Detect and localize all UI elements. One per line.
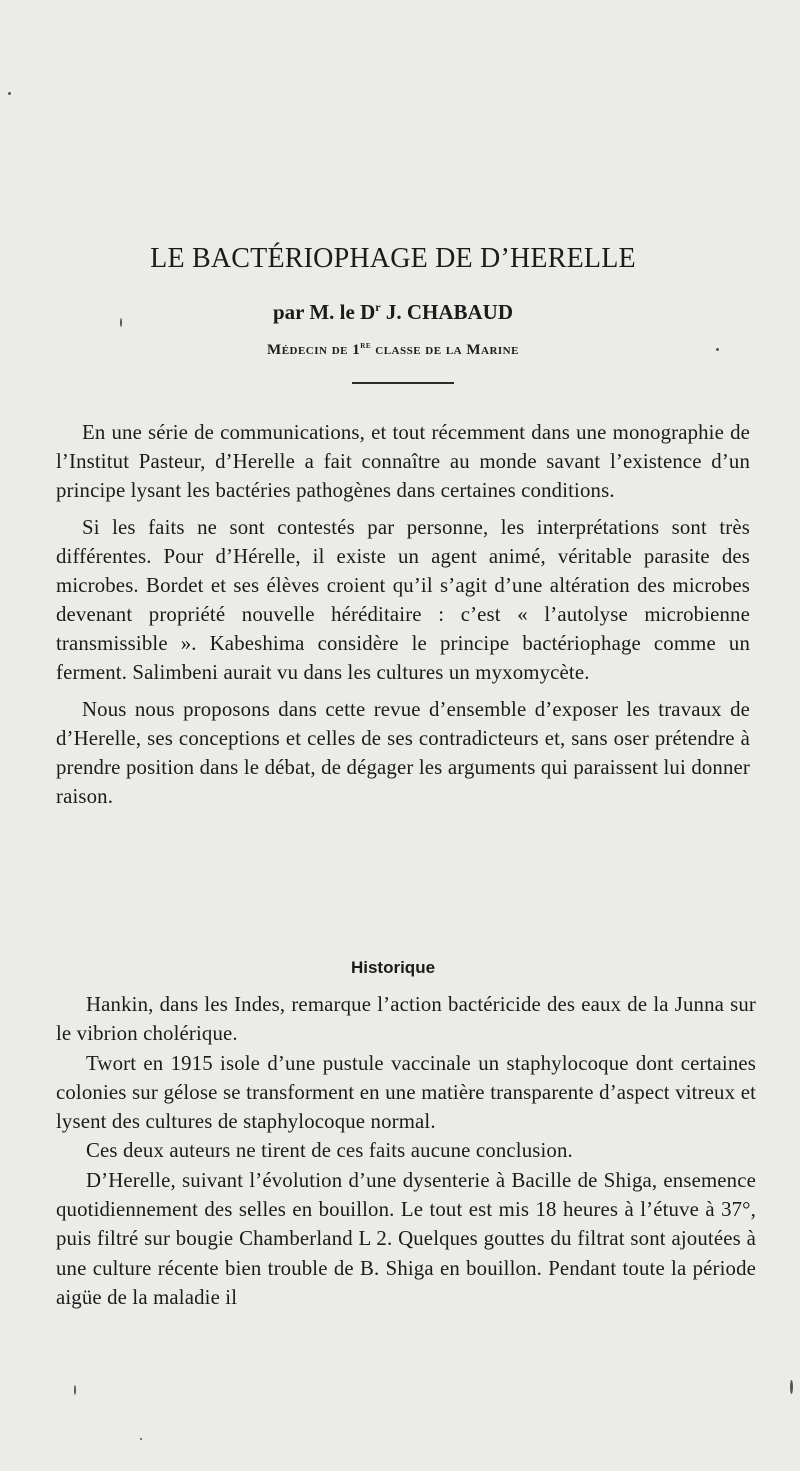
paragraph: Hankin, dans les Indes, remarque l’action bactéricide des eaux de la Junna sur le vibrion cholérique.: [56, 993, 756, 1046]
author-line: [0, 300, 786, 325]
speck: [8, 92, 11, 95]
paragraph: Ces deux auteurs ne tirent de ces faits aucune conclusion.: [86, 1139, 573, 1163]
paragraph: Si les faits ne sont contestés par personne, les interprétations sont très différentes. Pour d’Hérelle, il existe un agent animé, véritable parasite des microbes. Bordet et ses élèves croient qu’il s’agit d’une altération des microbes devenant propriété nouvelle héréditaire : c’est « l’autolyse microbienne transmissible ». Kabeshima considère le principe bactériophage comme un ferment. Salimbeni aurait vu dans les cultures un myxomycète.: [56, 516, 750, 684]
article-title: LE BACTÉRIOPHAGE DE D’HERELLE: [150, 243, 636, 274]
speck: [140, 1438, 142, 1440]
paragraph: D’Herelle, suivant l’évolution d’une dysenterie à Bacille de Shiga, ensemence quotidiennement des selles en bouillon. Le tout est mis 18 heures à l’étuve à 37°, puis filtré sur bougie Chamberland L 2. Quelques gouttes du filtrat sont ajoutées à une culture récente bien trouble de B. Shiga en bouillon. Pendant toute la période aigüe de la maladie il: [56, 1168, 756, 1309]
affiliation-part-b: classe de la Marine: [371, 342, 519, 358]
affiliation-superscript: re: [360, 340, 371, 351]
affiliation-part-a: Médecin de 1: [267, 342, 361, 358]
intro-text: [56, 418, 750, 811]
speck: [74, 1385, 76, 1395]
section-heading: Historique: [350, 958, 436, 977]
author-title-superscript: r: [375, 300, 381, 314]
paragraph: Twort en 1915 isole d’une pustule vaccinale un staphylocoque dont certaines colonies sur gélose se transforment en une matière transparente d’aspect vitreux et lysent des cultures de staphylocoque normal.: [56, 1051, 756, 1134]
author-prefix: par M. le D: [272, 300, 376, 324]
title-divider: [352, 382, 454, 384]
speck: [716, 348, 719, 351]
author-name: J. CHABAUD: [380, 300, 513, 324]
speck: [120, 318, 122, 327]
paragraph: Nous nous proposons dans cette revue d’ensemble d’exposer les travaux de d’Herelle, ses conceptions et celles de ses contradicteurs et, sans oser prétendre à prendre position dans le débat, de dégager les arguments qui paraissent lui donner raison.: [56, 698, 750, 808]
author-affiliation: [0, 340, 786, 359]
historique-text: [56, 990, 756, 1312]
paragraph: En une série de communications, et tout récemment dans une monographie de l’Institut Pasteur, d’Herelle a fait connaître au monde savant l’existence d’un principe lysant les bactéries pathogènes dans certaines conditions.: [56, 421, 750, 502]
speck: [790, 1380, 793, 1394]
